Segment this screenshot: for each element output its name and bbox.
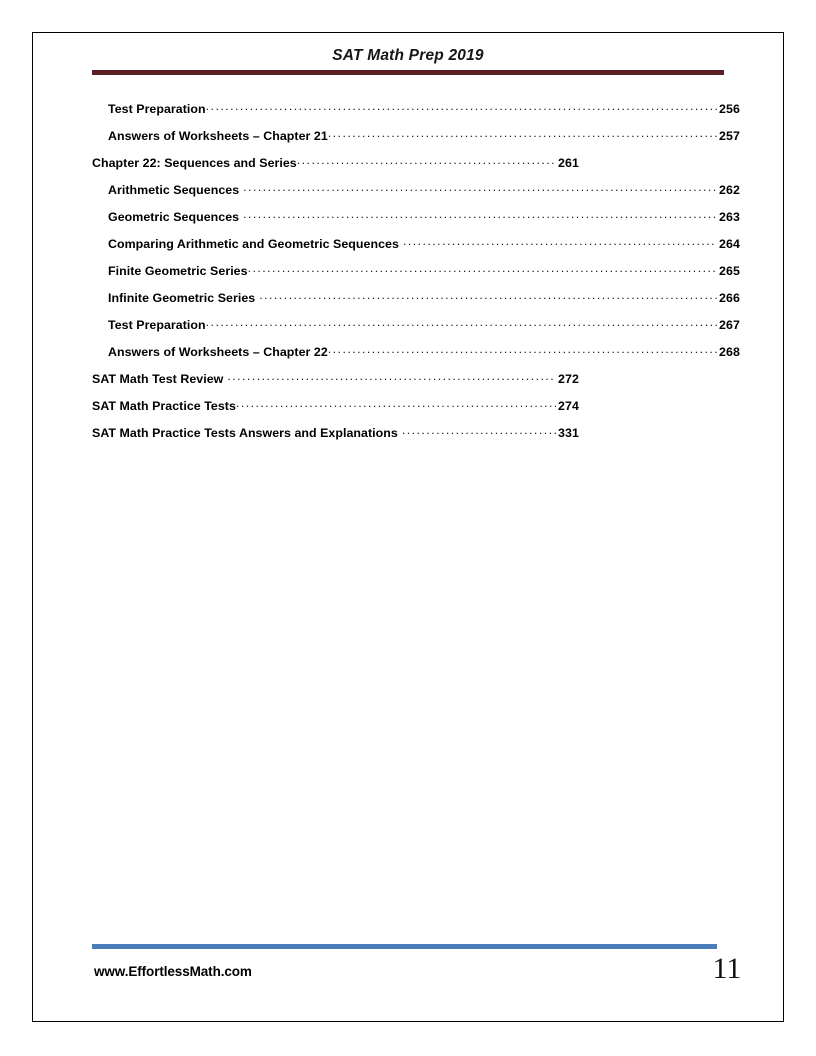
toc-entry[interactable] [92,290,740,317]
toc-dot-leader [403,236,717,248]
toc-entry-label: Answers of Worksheets – Chapter 21 [108,129,328,143]
toc-entry-label: Test Preparation [108,318,206,332]
toc-entry-label: Geometric Sequences [108,210,240,224]
toc-dot-leader [259,290,717,302]
header-title: SAT Math Prep 2019 [332,47,484,64]
toc-dot-leader [248,263,717,275]
toc-dot-leader [243,182,717,194]
toc-entry-page-number: 264 [719,237,740,251]
toc-dot-leader [297,155,556,167]
toc-entry[interactable] [92,398,579,425]
toc-entry-label: Comparing Arithmetic and Geometric Sequences [108,237,399,251]
toc-entry[interactable] [92,263,740,290]
toc-dot-leader [227,371,556,383]
table-of-contents [92,101,740,452]
toc-entry[interactable] [92,236,740,263]
toc-entry[interactable] [92,317,740,344]
toc-entry-label: SAT Math Practice Tests [92,399,236,413]
toc-entry-label: Answers of Worksheets – Chapter 22 [108,345,328,359]
toc-entry-page-number: 331 [558,426,579,440]
toc-entry[interactable] [92,101,740,128]
toc-entry-page-number: 263 [719,210,740,224]
footer-rule [92,944,717,949]
toc-dot-leader [328,128,717,140]
toc-entry-page-number: 256 [719,102,740,116]
toc-entry-label: Finite Geometric Series [108,264,248,278]
page-content [92,44,740,452]
toc-entry[interactable] [92,425,579,452]
toc-entry[interactable] [92,182,740,209]
page-footer [92,944,742,1004]
toc-entry[interactable] [92,209,740,236]
toc-entry-label: Infinite Geometric Series [108,291,256,305]
toc-dot-leader [328,344,717,356]
toc-dot-leader [206,101,717,113]
toc-dot-leader [236,398,556,410]
toc-dot-leader [243,209,717,221]
toc-entry[interactable] [92,371,579,398]
footer-page-number: 11 [712,952,742,985]
toc-entry-page-number: 267 [719,318,740,332]
toc-entry-label: Arithmetic Sequences [108,183,240,197]
toc-entry[interactable] [92,344,740,371]
toc-entry-label: Test Preparation [108,102,206,116]
toc-entry-page-number: 261 [558,156,579,170]
footer-website[interactable]: www.EffortlessMath.com [94,964,252,979]
toc-entry-label: SAT Math Practice Tests Answers and Explanations [92,426,398,440]
toc-dot-leader [402,425,556,437]
toc-entry[interactable] [92,155,579,182]
toc-dot-leader [206,317,717,329]
toc-entry-page-number: 274 [558,399,579,413]
toc-entry-page-number: 272 [558,372,579,386]
toc-entry-label: SAT Math Test Review [92,372,224,386]
toc-entry-page-number: 265 [719,264,740,278]
toc-entry-label: Chapter 22: Sequences and Series [92,156,297,170]
toc-entry-page-number: 268 [719,345,740,359]
toc-entry-page-number: 266 [719,291,740,305]
toc-entry[interactable] [92,128,740,155]
running-header [92,44,724,84]
toc-entry-page-number: 262 [719,183,740,197]
toc-entry-page-number: 257 [719,129,740,143]
header-rule [92,70,724,75]
